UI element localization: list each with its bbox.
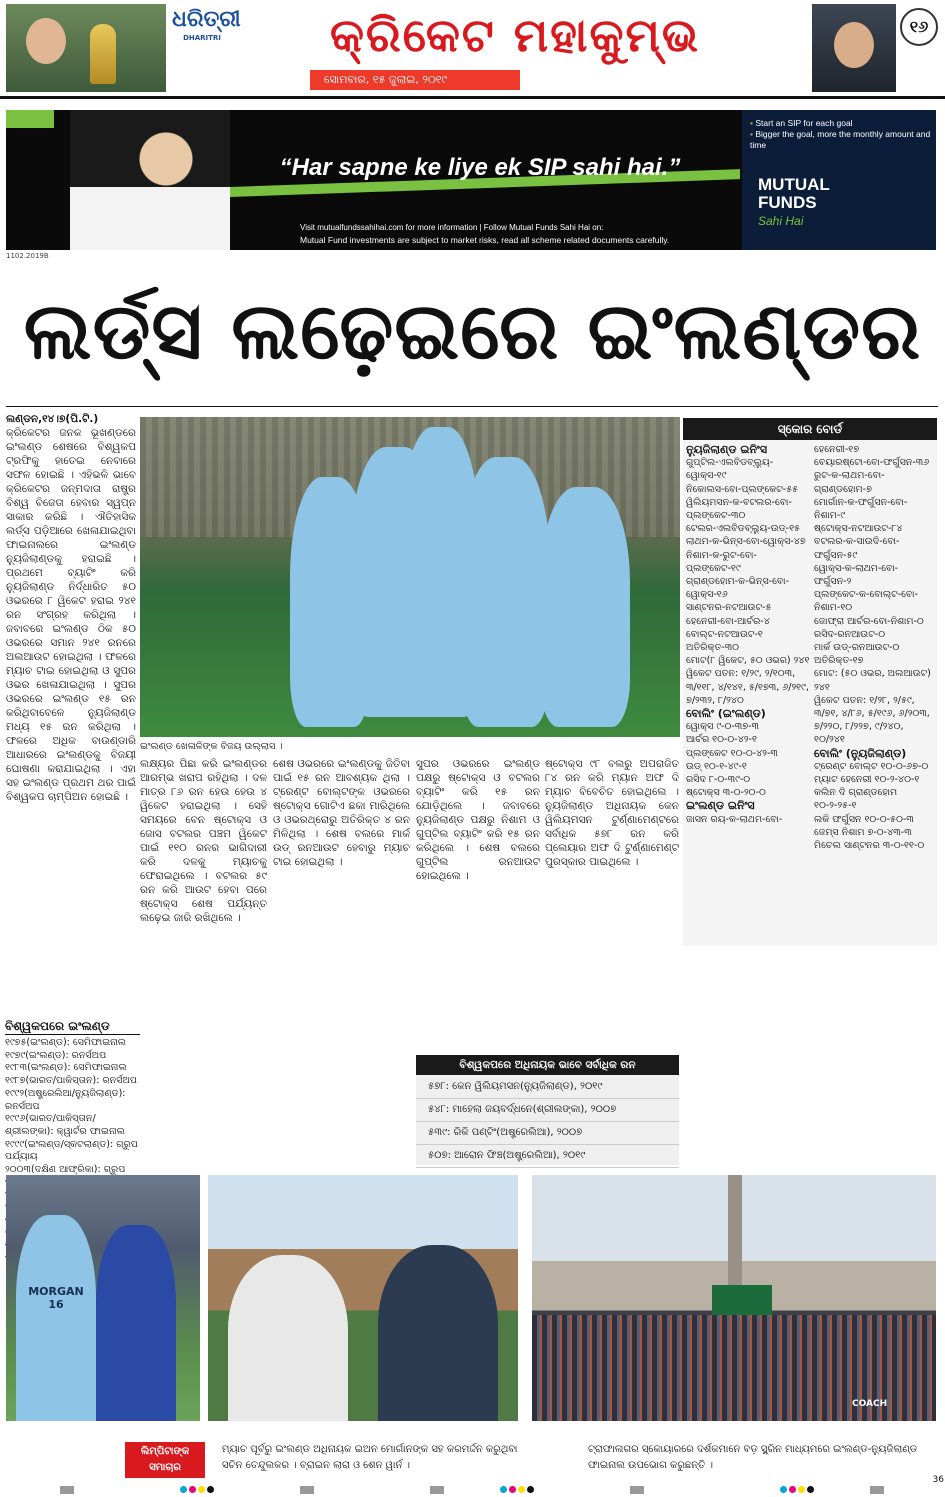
article-text: ଲକ୍ଷ୍ୟର ପିଛା କରି ଇଂଲଣ୍ଡର ଆରମ୍ଭ ଖରାପ ରହିଥିଲା । ଦଳ ମାତ୍ର ୮୬ ରନ ହେଉ ହେଉ ୪ ୱିକେଟ ହରାଇଥିଲା । ସେହି ସମୟରେ ବେନ ଷ୍ଟୋକ୍ସ ଓ ଜୋସ ବଟଲର ପଞ୍ଚମ ୱିକେଟ ପାଇଁ ୧୧୦ ରନର ଭାଗିଦାରୀ କରି ଦଳକୁ ମ୍ୟାଚକୁ ଫେରାଇଥିଲେ । ବଟଲର ୫୯ ରନ କରି ଆଉଟ ହେବା ପରେ ଷ୍ଟୋକ୍ସ ଶେଷ ପର୍ଯ୍ୟନ୍ତ ଲଢ଼େଇ ଜାରି ରଖିଥିଲେ । bbox=[140, 758, 267, 924]
registration-mark bbox=[630, 1486, 644, 1494]
brand-logo: ଧରିତ୍ରୀ DHARITRI bbox=[172, 7, 241, 42]
article-column-4 bbox=[416, 757, 540, 1049]
article-column-5 bbox=[545, 757, 679, 1049]
score-line: ବେୟାରଷ୍ଟୋ-ବୋ-ଫର୍ଗୁସନ-୩୬ bbox=[814, 457, 930, 469]
photo-trafalgar-square bbox=[532, 1175, 936, 1421]
score-line: ରୁଟ-କ-ଲାଥମ-ବୋ-ଗ୍ରାଣ୍ଡହୋମ-୭ bbox=[814, 470, 885, 495]
bottom-caption-1: ମ୍ୟାଚ ପୂର୍ବରୁ ଇଂଲଣ୍ଡ ଅଧିନାୟକ ଇଅନ ମୋର୍ଗାନଙ୍କ ସହ କରମର୍ଦ୍ଦନ କରୁଥିବା ସଚିନ ତେନ୍ଦୁଲକର । ବ୍ରାଇନ ଲାରା ଓ ଶେନ ୱାର୍ନ । bbox=[222, 1444, 518, 1471]
jersey-label: MORGAN 16 bbox=[28, 1285, 84, 1311]
main-headline: ଲର୍ଡ୍ସ ଲଢ଼େଇରେ ଇଂଲଣ୍ଡର bbox=[23, 287, 922, 377]
list-item: ୧୯୯୨(ଅଷ୍ଟ୍ରେଲିଆ/ନ୍ୟୁଜିଲାଣ୍ଡ): ରନର୍ସଅପ bbox=[5, 1087, 126, 1112]
score-line: ୱୋକ୍ସ ୯-୦-୩୭-୩ bbox=[686, 721, 759, 733]
article-text: କ୍ରିକେଟର ଜନକ ଭୂଖଣ୍ଡରେ ଇଂଲଣ୍ଡ ଶେଷରେ ବିଶ୍ୱକପ ଟ୍ରଫିକୁ ହାତେଇ ନେବାରେ ସଫଳ ହୋଇଛି । ଏହିଭଳି ଭାବେ କ୍ରିକେଟର ଜନ୍ମଦାତା ରାଷ୍ଟ୍ର ବିଶ୍ୱ ବିଜେତା ହେବାର ସ୍ୱପ୍ନ ସାକାର କରିଛି । ଐତିହାସିକ ଲର୍ଡ୍ସ ପଡ଼ିଆରେ ଖେଳାଯାଇଥିବା ଫାଇନାଲରେ ଇଂଲଣ୍ଡ ନ୍ୟୁଜିଲାଣ୍ଡକୁ ହରାଇଛି । ପ୍ରଥମେ ବ୍ୟାଟିଂ କରି ନ୍ୟୁଜିଲାଣ୍ଡ ନିର୍ଦ୍ଧାରିତ ୫୦ ଓଭରରେ ୮ ୱିକେଟ ହରାଇ ୨୪୧ ରନ ସଂଗ୍ରହ କରିଥିଲା । ଜବାବରେ ଇଂଲଣ୍ଡ ଠିକ ୫୦ ଓଭରରେ ସମାନ ୨୪୧ ରନରେ ଅଲଆଉଟ ହୋଇଥିଲା । ଫଳରେ ମ୍ୟାଚ ଟାଇ ହୋଇଥିଲା ଓ ସୁପର ଓଭର ଖେଳାଯାଇଥିଲା । ସୁପର ଓଭରରେ ଇଂଲଣ୍ଡ ୧୫ ରନ କରିଥିବାବେଳେ ନ୍ୟୁଜିଲାଣ୍ଡ ମଧ୍ୟ ୧୫ ରନ କରିଥିଲା । ଫଳରେ ଅଧିକ ବାଉଣ୍ଡାରି ଆଧାରରେ ଇଂଲଣ୍ଡକୁ ବିଜୟୀ ଘୋଷଣା କରାଯାଇଥିଲା । ଏହା ସହ ଇଂଲଣ୍ଡ ପ୍ରଥମ ଥର ପାଇଁ ବିଶ୍ୱକପ ଚାମ୍ପିଅନ ହୋଇଛି । bbox=[6, 427, 136, 803]
score-line: ଅତିରିକ୍ତ-୧୭ bbox=[814, 655, 864, 667]
mutual-funds-logo bbox=[758, 176, 928, 236]
registration-mark bbox=[430, 1486, 444, 1494]
cmyk-dot-yellow bbox=[518, 1486, 525, 1493]
score-line: ମାର୍କ ଉଡ୍-ରନଆଉଟ-୦ bbox=[814, 642, 900, 654]
page-number: ୧୬ bbox=[900, 8, 938, 46]
cmyk-dot-black bbox=[527, 1486, 534, 1493]
player-figure bbox=[16, 1215, 96, 1421]
trophy-icon bbox=[90, 24, 116, 84]
article-column-2 bbox=[140, 757, 267, 1165]
score-line: ଟେଲର-ଏଲବିଡବ୍ଲ୍ୟୁ-ଉଡ୍-୧୫ bbox=[686, 523, 800, 535]
registration-mark bbox=[870, 1486, 884, 1494]
ad-quote: “Har sapne ke liye ek SIP sahi hai.” bbox=[279, 154, 681, 181]
date-bar: ସୋମବାର, ୧୫ ଜୁଲାଇ, ୨୦୧୯ bbox=[310, 70, 520, 90]
list-item: ୫୭୮: କେନ ୱିଲିୟମସନ(ନ୍ୟୁଜିଲାଣ୍ଡ), ୨୦୧୯ bbox=[416, 1076, 679, 1099]
score-line: ୱିକେଟ ପତନ: ୧/୨୮, ୨/୫୯, ୩/୭୧, ୪/୮୬, ୫/୧୯୬, ୬/୨୦୩, ୭/୨୨୦, ୮/୨୨୭, ୯/୨୪୦, ୧୦/୨୪୧ bbox=[814, 694, 930, 746]
main-photo-celebration bbox=[140, 417, 680, 737]
score-line: ମିଚେଲ ସାଣ୍ଟନର ୩-୦-୧୧-୦ bbox=[814, 840, 925, 852]
list-item: ୨୦୦୩(ଦକ୍ଷିଣ ଆଫ୍ରିକା): ଗ୍ରୁପ bbox=[5, 1164, 126, 1176]
cmyk-dot-yellow bbox=[798, 1486, 805, 1493]
score-line: ଲକି ଫର୍ଗୁସନ ୧୦-୦-୫୦-୩ bbox=[814, 813, 914, 825]
scoreboard-right bbox=[814, 443, 935, 863]
footer-page-number: 36 bbox=[932, 1475, 944, 1485]
masthead-photo-captain bbox=[812, 4, 896, 92]
cmyk-dot-magenta bbox=[509, 1486, 516, 1493]
ad-bullet: ▪ Bigger the goal, more the monthly amount and time bbox=[750, 129, 932, 151]
list-item: ୧୯୯୬(ଭାରତ/ପାକିସ୍ତାନ/ଶ୍ରୀଲଙ୍କା): କ୍ୱାର୍ଟର ଫାଇନାଲ bbox=[5, 1113, 125, 1137]
score-line: ଗ୍ରାଣ୍ଡହୋମ-କ-ଭିନ୍ସ-ବୋ-ୱୋକ୍ସ-୧୬ bbox=[686, 576, 789, 601]
article-text: ଶେଷ ଓଭରରେ ଇଂଲଣ୍ଡକୁ ଜିତିବା ପାଇଁ ୧୫ ରନ ଆବଶ୍ୟକ ଥିଲା । ଟ୍ରେଣ୍ଟ ବୋଲ୍ଟଙ୍କ ଓଭରରେ ଷ୍ଟୋକ୍ସ ଗୋଟିଏ ଛକା ମାରିଥିଲେ ଓ ଓଭରଥ୍ରୋରୁ ଅତିରିକ୍ତ ୪ ରନ ମିଳିଥିଲା । ଶେଷ ବଲରେ ମାର୍କ ଉଡ୍ ରନଆଉଟ ହେବାରୁ ମ୍ୟାଚ ଟାଇ ହୋଇଥିଲା । bbox=[273, 758, 410, 868]
cmyk-dot-magenta bbox=[189, 1486, 196, 1493]
innings-heading: ଇଂଲଣ୍ଡ ଇନିଂସ bbox=[686, 799, 755, 813]
score-line: ଜୋଫ୍ରା ଆର୍ଚର-ବୋ-ନିଶାମ-୦ bbox=[814, 615, 924, 627]
score-line: ଗୁପ୍ଟିଲ-ଏଲବିଡବ୍ଲ୍ୟୁ-ୱୋକ୍ସ-୧୯ bbox=[686, 457, 774, 482]
score-line: ନିକୋଲସ-ବୋ-ପ୍ଲଙ୍କେଟ-୫୫ bbox=[686, 483, 799, 495]
article-column-3 bbox=[273, 757, 410, 1165]
score-line: ଷ୍ଟୋକ୍ସ ୩-୦-୨୦-୦ bbox=[686, 787, 766, 799]
box-title: ବିଶ୍ୱକପରେ ଇଂଲଣ୍ଡ bbox=[5, 1018, 140, 1035]
score-line: ହେନେରୀ-ବୋ-ଆର୍ଚର-୪ bbox=[686, 615, 770, 627]
main-photo-caption: ଇଂଲଣ୍ଡ ଖେଳାଳିଙ୍କ ବିଜୟ ଉଲ୍ଲାସ । bbox=[140, 741, 283, 752]
score-line: ମୋଟ: (୫୦ ଓଭର, ଅଲଆଉଟ) ୨୪୧ bbox=[814, 668, 931, 693]
photo-lara-warne bbox=[208, 1175, 518, 1421]
registration-mark bbox=[60, 1486, 74, 1494]
score-line: ରସିଦ ୮-୦-୩୯-୦ bbox=[686, 774, 751, 786]
masthead-divider bbox=[0, 96, 945, 99]
list-item: ୧୯୭୫(ଇଂଲଣ୍ଡ): ସେମିଫାଇନାଲ bbox=[5, 1037, 127, 1048]
innings-heading: ନ୍ୟୁଜିଲାଣ୍ଡ ଇନିଂସ bbox=[686, 443, 768, 456]
ad-disclaimer: Mutual Fund investments are subject to market risks, read all scheme related documents carefully. bbox=[300, 235, 670, 245]
score-line: ଉଡ୍ ୧୦-୧-୪୯-୧ bbox=[686, 760, 747, 772]
score-line: ଜେମ୍ସ ନିଶାମ ୭-୦-୪୩-୩ bbox=[814, 826, 912, 838]
list-item: ୧୯୮୩(ଇଂଲଣ୍ଡ): ସେମିଫାଇନାଲ bbox=[5, 1062, 127, 1074]
score-line: ଲାଥମ-କ-ଭିନ୍ସ-ବୋ-ୱୋକ୍ସ-୪୭ bbox=[686, 536, 806, 548]
score-line: ୱିକେଟ ପତନ: ୧/୨୯, ୨/୧୦୩, ୩/୧୧୮, ୪/୧୪୧, ୫/୧୭୩, ୬/୨୧୯, ୭/୨୩୨, ୮/୨୪୦ bbox=[686, 668, 809, 706]
score-line: ୱିଲିୟମସନ-କ-ବଟଲର-ବୋ-ପ୍ଲଙ୍କେଟ-୩୦ bbox=[686, 496, 792, 522]
cmyk-dot-cyan bbox=[500, 1486, 507, 1493]
headline-divider bbox=[6, 406, 938, 407]
cmyk-dot-yellow bbox=[198, 1486, 205, 1493]
player-figure bbox=[460, 457, 550, 727]
dateline: ଲଣ୍ଡନ,୧୪।୭(ପି.ଟି.) bbox=[6, 413, 99, 425]
score-line: ଅତିରିକ୍ତ-୩୦ bbox=[686, 642, 740, 654]
score-line: ଜାସନ ରୟ-କ-ଲାଥମ-ବୋ- bbox=[686, 813, 783, 825]
box-title: ବିଶ୍ୱକପରେ ଅଧିନାୟକ ଭାବେ ସର୍ବାଧିକ ରନ bbox=[416, 1055, 679, 1075]
list-item: ୧୯୭୯(ଇଂଲଣ୍ଡ): ରନର୍ସଅପ bbox=[5, 1049, 107, 1061]
ad-model-photo bbox=[70, 110, 230, 250]
photo-morgan-tendulkar bbox=[6, 1175, 200, 1421]
ad-code: 1102.2019B bbox=[6, 252, 49, 260]
player-figure bbox=[540, 487, 630, 727]
scoreboard-left bbox=[686, 443, 810, 863]
score-line: ବଟଲର-କ-ସାଉଦି-ବୋ-ଫର୍ଗୁସନ-୫୯ bbox=[814, 536, 900, 561]
score-line: ଆର୍ଚର ୧୦-୦-୪୨-୧ bbox=[686, 734, 757, 746]
person-figure bbox=[228, 1255, 348, 1421]
bottom-caption-2: ଟ୍ରାଫାଲଗର ସ୍କୋୟାରରେ ଦର୍ଶକମାନେ ବଡ଼ ସ୍କ୍ରିନ ମାଧ୍ୟମରେ ଇଂଲଣ୍ଡ-ନ୍ୟୁଜିଲାଣ୍ଡ ଫାଇନାଲ ଉପଭୋଗ କରୁଛନ୍ତି । bbox=[588, 1444, 918, 1471]
score-line: ୱୋକ୍ସ-କ-ଲାଥମ-ବୋ-ଫର୍ଗୁସନ-୨ bbox=[814, 562, 899, 588]
big-screen bbox=[712, 1285, 772, 1315]
list-item: ୧୯୮୭(ଭାରତ/ପାକିସ୍ତାନ): ରନର୍ସଅପ bbox=[5, 1075, 138, 1087]
article-text: ସୁପର ଓଭରରେ ଇଂଲଣ୍ଡ ପକ୍ଷରୁ ଷ୍ଟୋକ୍ସ ଓ ବଟଲର ବ୍ୟାଟିଂ କରି ୧୫ ରନ ଯୋଡ଼ିଥିଲେ । ଜବାବରେ ନ୍ୟୁଜିଲାଣ୍ଡ ପକ୍ଷରୁ ନିଶାମ ଓ ଗୁପ୍ଟିଲ ବ୍ୟାଟିଂ କରି ୧୫ ରନ କରିଥିଲେ । ଶେଷ ବଲରେ ଗୁପ୍ଟିଲ ରନଆଉଟ ହୋଇଥିଲେ । bbox=[416, 758, 540, 882]
score-line: ମୋର୍ଗାନ-କ-ଫର୍ଗୁସନ-ବୋ-ନିଶାମ-୯ bbox=[814, 496, 908, 522]
cmyk-dot-black bbox=[807, 1486, 814, 1493]
player-face bbox=[26, 18, 66, 64]
scoreboard-title: ସ୍କୋର ବୋର୍ଡ bbox=[683, 418, 937, 440]
list-item: ୫୦୭: ଆରୋନ ଫିଞ୍ଚ(ଅଷ୍ଟ୍ରେଲିଆ), ୨୦୧୯ bbox=[416, 1145, 679, 1168]
world-cup-history-box bbox=[5, 1018, 140, 1176]
score-line: ରସିଦ-ରନଆଉଟ-୦ bbox=[814, 628, 886, 640]
person-figure bbox=[378, 1245, 498, 1421]
score-line: ହେନେରୀ-୧୭ bbox=[814, 444, 860, 455]
score-line: ମ୍ୟାଟ ହେନେରୀ ୧୦-୨-୪୦-୧ bbox=[814, 774, 920, 786]
cmyk-dot-magenta bbox=[789, 1486, 796, 1493]
list-item: ୫୩୯: ରିକି ପଣ୍ଟିଂ(ଅଷ୍ଟ୍ରେଲିଆ), ୨୦୦୭ bbox=[416, 1122, 679, 1145]
ad-visit-line: Visit mutualfundssahihai.com for more information | Follow Mutual Funds Sahi Hai on: bbox=[300, 223, 604, 232]
section-title: କ୍ରିକେଟ ମହାକୁମ୍ଭ bbox=[329, 8, 701, 62]
coach-label: COACH bbox=[852, 1399, 888, 1409]
ad-bullets bbox=[750, 118, 932, 178]
runs-list bbox=[416, 1076, 679, 1164]
score-line: ସାଣ୍ଟନର-ନଟଆଉଟ-୫ bbox=[686, 602, 772, 614]
ad-bullet: ▪ Start an SIP for each goal bbox=[750, 118, 932, 129]
ad-corner-accent bbox=[6, 110, 54, 128]
score-line: ମୋଟ(୮ ୱିକେଟ, ୫୦ ଓଭର) ୨୪୧ bbox=[686, 655, 810, 667]
cmyk-dot-cyan bbox=[780, 1486, 787, 1493]
logo-tag: Sahi Hai bbox=[758, 214, 804, 228]
bowling-heading: ବୋଲିଂ (ନ୍ୟୁଜିଲାଣ୍ଡ) bbox=[814, 746, 907, 760]
list-item: ୫୪୮: ମାହେଲା ଜୟବର୍ଦ୍ଧନେ(ଶ୍ରୀଲଙ୍କା), ୨୦୦୭ bbox=[416, 1099, 679, 1122]
article-text: ଷ୍ଟୋକ୍ସ ୯୮ ବଲରୁ ଅପରାଜିତ ୮୪ ରନ କରି ମ୍ୟାନ ଅଫ ଦି ମ୍ୟାଚ ବିବେଚିତ ହୋଇଥିଲେ । ନ୍ୟୁଜିଲାଣ୍ଡ ଅଧିନାୟକ କେନ ୱିଲିୟମସନ ଟୁର୍ଣ୍ଣାମେଣ୍ଟରେ ସର୍ବାଧିକ ୫୭୮ ରନ କରି ପ୍ଲେୟାର ଅଫ ଦି ଟୁର୍ଣ୍ଣାମେଣ୍ଟ ପୁରସ୍କାର ପାଇଥିଲେ । bbox=[545, 758, 679, 868]
cmyk-dot-cyan bbox=[180, 1486, 187, 1493]
cmyk-dot-black bbox=[207, 1486, 214, 1493]
logo-line2: FUNDS bbox=[758, 193, 817, 212]
score-line: ଷ୍ଟୋକ୍ସ-ନଟଆଉଟ-୮୪ bbox=[814, 523, 903, 535]
person-figure bbox=[96, 1225, 176, 1421]
logo-line1: MUTUAL bbox=[758, 175, 830, 194]
score-line: ପ୍ଲଙ୍କେଟ-କ-ବୋଲ୍ଟ-ବୋ-ନିଶାମ-୧୦ bbox=[814, 589, 918, 614]
score-line: ଟ୍ରେଣ୍ଟ ବୋଲ୍ଟ ୧୦-୦-୬୭-୦ bbox=[814, 760, 929, 772]
news-tag: ଲିମ୍ପିଟାଙ୍କ ସମାଚାର bbox=[125, 1442, 205, 1478]
score-line: ପ୍ଲଙ୍କେଟ ୧୦-୦-୪୨-୩ bbox=[686, 747, 778, 759]
list-item: ୧୯୯୯(ଇଂଲଣ୍ଡ/ସ୍କଟଲାଣ୍ଡ): ଗ୍ରୁପ ପର୍ଯ୍ୟାୟ bbox=[5, 1138, 138, 1163]
score-line: ନିଶାମ-କ-ରୁଟ-ବୋ-ପ୍ଲଙ୍କେଟ-୧୯ bbox=[686, 549, 757, 574]
masthead-photo-trophy bbox=[6, 4, 166, 92]
score-line: ବୋଲ୍ଟ-ନଟଆଉଟ-୧ bbox=[686, 628, 763, 640]
bowling-heading: ବୋଲିଂ (ଇଂଲଣ୍ଡ) bbox=[686, 707, 766, 721]
article-column-1 bbox=[6, 412, 136, 1012]
registration-mark bbox=[300, 1486, 314, 1494]
captain-face bbox=[834, 22, 874, 68]
score-line: କଲିନ ଦି ଗ୍ରାଣ୍ଡହୋମ ୧୦-୨-୨୫-୧ bbox=[814, 787, 898, 812]
